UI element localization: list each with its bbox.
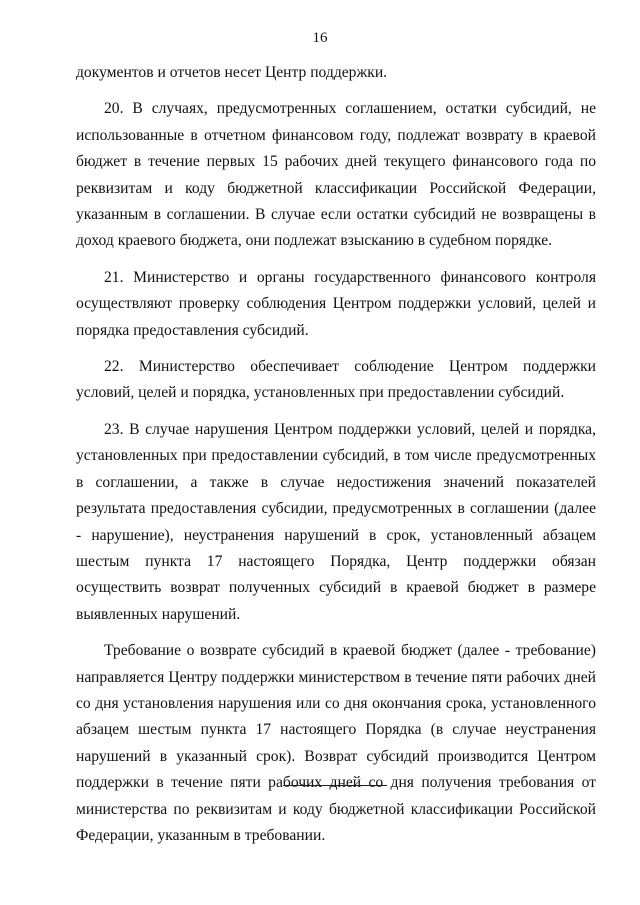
paragraph-23-demand: Требование о возврате субсидий в краевой бюджет (далее - требование) направляется Центру поддержки министерством в течение пяти рабочих дней со дня установления нарушения или со дня окончания срока, установленного абзацем шестым пункта 17 настоящего Порядка (в случае неустранения нарушений в указанный срок). Возврат субсидий производится Центром поддержки в течение пяти рабочих дней со дня получения требования от министерства по реквизитам и коду бюджетной классификации Российской Федерации, указанным в требовании.: [76, 642, 596, 844]
document-body: [76, 60, 596, 849]
paragraph-22: 22. Министерство обеспечивает соблюдение Центром поддержки условий, целей и порядка, установленных при предоставлении субсидий.: [76, 358, 596, 402]
paragraph-20: 20. В случаях, предусмотренных соглашением, остатки субсидий, не использованные в отчетном финансовом году, подлежат возврату в краевой бюджет в течение первых 15 рабочих дней текущего финансового года по реквизитам и коду бюджетной классификации Российской Федерации, указанным в соглашении. В случае если остатки субсидий не возвращены в доход краевого бюджета, они подлежат взысканию в судебном порядке.: [76, 100, 596, 250]
paragraph-continuation: документов и отчетов несет Центр поддержки.: [76, 64, 388, 81]
paragraph-21: 21. Министерство и органы государственного финансового контроля осуществляют проверку соблюдения Центром поддержки условий, целей и порядка предоставления субсидий.: [76, 268, 596, 339]
paragraph-23: 23. В случае нарушения Центром поддержки условий, целей и порядка, установленных при предоставлении субсидий, в том числе предусмотренных в соглашении, а также в случае недостижения значений показателей результата предоставления субсидии, предусмотренных в соглашении (далее - нарушение), неустранения нарушений в срок, установленный абзацем шестым пункта 17 настоящего Порядка, Центр поддержки обязан осуществить возврат полученных субсидий в краевой бюджет в размере выявленных нарушений.: [76, 420, 596, 623]
end-divider-line: [283, 785, 387, 786]
page-number: 16: [312, 30, 328, 46]
